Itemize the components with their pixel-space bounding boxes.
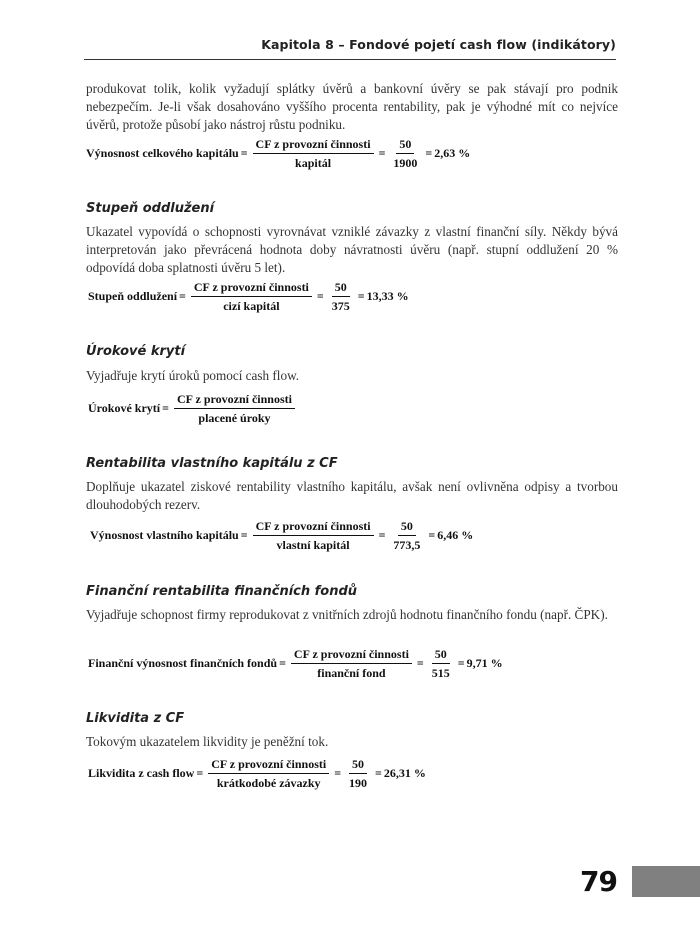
equals-sign: = [179,289,186,303]
formula-total-capital [86,137,470,170]
formula-label: Úrokové krytí [88,401,161,415]
section-heading-equity-return: Rentabilita vlastního kapitálu z CF [86,456,338,471]
formula-result: 9,71 % [466,656,503,670]
denominator: krátkodobé závazky [216,776,321,790]
chapter-title: Kapitola 8 – Fondové pojetí cash flow (indikátory) [261,37,616,52]
equals-sign: = [425,146,433,160]
formula-label: Výnosnost celkového kapitálu [86,146,239,160]
fraction-values [390,519,423,552]
formula-label: Finanční výnosnost finančních fondů [88,656,278,670]
denominator: finanční fond [317,666,386,680]
equals-sign: = [196,766,204,780]
fraction-values [329,280,353,313]
denominator-value: 190 [349,776,368,790]
denominator-value: 1900 [393,156,418,170]
denominator-value: 515 [431,666,450,680]
numerator-value: 50 [396,137,414,154]
formula-result: 26,31 % [383,766,426,780]
formula-result: 2,63 % [434,146,471,160]
equals-sign: = [416,656,424,670]
equals-sign: = [375,766,382,780]
fraction-definition [253,137,374,170]
equals-sign: = [357,289,365,303]
fraction-definition [208,757,329,790]
fraction-definition [191,280,312,313]
numerator: CF z provozní činnosti [174,392,295,409]
denominator: placené úroky [198,411,271,425]
formula-result: 6,46 % [437,528,474,542]
equals-sign: = [162,401,169,415]
equals-sign: = [316,289,324,303]
numerator: CF z provozní činnosti [291,647,412,664]
fraction-definition [174,392,295,425]
page-number: 79 [580,865,617,898]
equals-sign: = [428,528,436,542]
fraction-values [346,757,370,790]
equals-sign: = [334,766,342,780]
intro-paragraph: produkovat tolik, kolik vyžadují splátky úvěrů a bankovní úvěry se pak stávají pro podnik nebezpečím. Je-li však dosahováno vyššího procenta rentability, pak je výhodné mít co nejvíce úvěrů, protože působí jako nástroj růstu podniku. [86,81,618,132]
interest-paragraph: Vyjadřuje krytí úroků pomocí cash flow. [86,368,300,383]
page-header [84,37,616,60]
equals-sign: = [378,528,386,542]
denominator: cizí kapitál [223,299,280,313]
denominator: kapitál [295,156,332,170]
equals-sign: = [378,146,386,160]
fraction-values [390,137,420,170]
numerator: CF z provozní činnosti [208,757,329,774]
formula-label: Stupeň oddlužení [88,289,178,303]
numerator-value: 50 [398,519,416,536]
formula-liquidity [88,757,426,790]
numerator-value: 50 [349,757,367,774]
section-heading-leverage: Stupeň oddlužení [86,201,215,216]
numerator: CF z provozní činnosti [191,280,312,297]
formula-equity-return [90,519,473,552]
liquidity-paragraph: Tokovým ukazatelem likvidity je peněžní tok. [86,734,329,749]
equity-paragraph: Doplňuje ukazatel ziskové rentability vlastního kapitálu, avšak není ovlivněna odpisy a tvorbou dlouhodobých rezerv. [86,479,618,512]
denominator-value: 375 [331,299,350,313]
numerator-value: 50 [332,280,350,297]
section-heading-interest-coverage: Úrokové krytí [86,344,186,359]
formula-leverage [88,280,409,313]
equals-sign: = [240,528,248,542]
section-heading-liquidity: Likvidita z CF [86,711,185,726]
fund-paragraph: Vyjadřuje schopnost firmy reprodukovat z vnitřních zdrojů hodnotu finančního fondu (např. ČPK). [86,607,608,622]
equals-sign: = [279,656,286,670]
fraction-values [429,647,453,680]
fraction-definition [291,647,412,680]
formula-result: 13,33 % [366,289,409,303]
page-edge-tab [632,866,700,897]
formula-label: Likvidita z cash flow [88,766,195,780]
numerator: CF z provozní činnosti [253,519,374,536]
section-heading-fund-return: Finanční rentabilita finančních fondů [86,584,358,599]
numerator-value: 50 [432,647,450,664]
denominator: vlastní kapitál [276,538,350,552]
fraction-definition [253,519,374,552]
formula-fund-return [88,647,503,680]
denominator-value: 773,5 [393,538,421,552]
leverage-paragraph: Ukazatel vypovídá o schopnosti vyrovnávat vzniklé závazky z vlastní finanční síly. Někdy bývá interpretován jako převrácená hodnota doby návratnosti úvěru (např. stupní oddlužení 20 % odpovídá doba splatnosti úvěru 5 let). [86,224,618,275]
equals-sign: = [240,146,248,160]
equals-sign: = [457,656,465,670]
numerator: CF z provozní činnosti [253,137,374,154]
formula-label: Výnosnost vlastního kapitálu [90,528,239,542]
formula-interest-coverage [88,392,298,425]
